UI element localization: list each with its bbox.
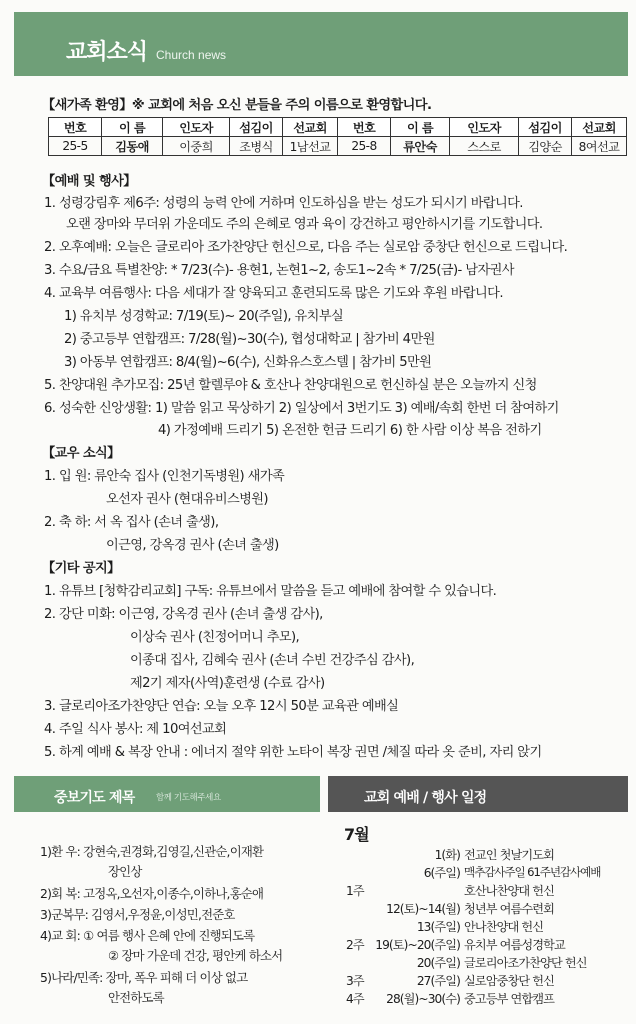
header-subtitle: Church news (156, 48, 227, 62)
schedule-event: 안나찬양대 헌신 (464, 920, 544, 934)
notices-item-5: 5. 하계 예배 & 복장 안내 : 에너지 절약 위한 노타이 복장 권면 /체질 따라 옷 준비, 자리 앉기 (44, 745, 542, 760)
schedule-header (328, 776, 628, 812)
worship-item-5: 5. 찬양대원 추가모집: 25년 할렐루야 & 호산나 찬양대원으로 헌신하실 분은 오늘까지 신청 (44, 378, 537, 393)
members-title: 【교우 소식】 (42, 446, 120, 461)
notices-item-2-b: 이상숙 권사 (친정어머니 추모), (130, 630, 300, 645)
table-row (49, 137, 627, 156)
notices-title: 【기타 공지】 (42, 561, 120, 576)
th-name: 이 름 (102, 118, 163, 137)
prayer-header (14, 776, 320, 812)
cell-guide-2: 스스로 (450, 137, 519, 156)
th-guide-2: 인도자 (450, 118, 519, 137)
schedule-event: 중고등부 연합캠프 (464, 992, 554, 1006)
th-server: 섬김이 (230, 118, 283, 137)
schedule-date: 13(주일) (416, 920, 460, 934)
prayer-item: 5)나라/민족: 장마, 폭우 피해 더 이상 없고 (40, 970, 248, 985)
schedule-title: 교회 예배 / 행사 일정 (364, 790, 487, 806)
prayer-item: 장인상 (108, 864, 142, 879)
cell-mission: 1남선교 (283, 137, 338, 156)
prayer-item: 1)환 우: 강현숙,권경화,김영길,신관순,이재환 (40, 844, 264, 859)
th-no: 번호 (49, 118, 102, 137)
worship-item-3: 3. 수요/금요 특별찬양: * 7/23(수)- 용현1, 논현1~2, 송도1~2속 * 7/25(금)- 남자권사 (44, 263, 514, 278)
notices-item-2: 2. 강단 미화: 이근영, 강옥경 권사 (손녀 출생 감사), (44, 607, 323, 622)
schedule-week: 1주 (346, 884, 364, 898)
members-item-2: 2. 축 하: 서 옥 집사 (손녀 출생), (44, 515, 219, 530)
schedule-date: 28(월)~30(수) (386, 992, 460, 1006)
prayer-item: 2)회 복: 고정옥,오선자,이종수,이하나,홍순애 (40, 886, 264, 901)
prayer-subtitle: 함께 기도해주세요 (156, 793, 221, 803)
schedule-event: 글로리아조가찬양단 헌신 (464, 956, 587, 970)
prayer-item: 3)군복무: 김영서,우정윤,이성민,전준호 (40, 907, 235, 922)
notices-item-4: 4. 주일 식사 봉사: 제 10여선교회 (44, 722, 227, 737)
notices-item-2-d: 제2기 제자(사역)훈련생 (수료 감사) (130, 676, 325, 691)
schedule-date: 20(주일) (416, 956, 460, 970)
prayer-title: 중보기도 제목 (54, 790, 135, 806)
worship-item-6-cont: 4) 가정예배 드리기 5) 온전한 헌금 드리기 6) 한 사람 이상 복음 전하기 (158, 423, 542, 438)
schedule-event: 호산나찬양대 헌신 (464, 884, 554, 898)
cell-server: 조병식 (230, 137, 283, 156)
worship-item-4-1: 1) 유치부 성경학교: 7/19(토)~ 20(주일), 유치부실 (64, 309, 344, 324)
worship-item-4: 4. 교육부 여름행사: 다음 세대가 잘 양육되고 훈련되도록 많은 기도와 후원 바랍니다. (44, 286, 503, 301)
schedule-date: 27(주일) (416, 974, 460, 988)
notices-item-1: 1. 유튜브 [청학감리교회] 구독: 유튜브에서 말씀을 듣고 예배에 참여할 수 있습니다. (44, 584, 497, 599)
notices-item-3: 3. 글로리아조가찬양단 연습: 오늘 오후 12시 50분 교육관 예배실 (44, 699, 399, 714)
worship-item-4-2: 2) 중고등부 연합캠프: 7/28(월)~30(수), 협성대학교 | 참가비 4만원 (64, 332, 435, 347)
worship-title: 【예배 및 행사】 (42, 174, 136, 189)
members-item-2-cont: 이근영, 강옥경 권사 (손녀 출생) (106, 538, 279, 553)
worship-item-1: 1. 성령강림후 제6주: 성령의 능력 안에 거하며 인도하심을 받는 성도가 되시기 바랍니다. (44, 196, 523, 211)
schedule-date: 1(화) (434, 848, 460, 862)
prayer-item: ② 장마 가운데 건강, 평안케 하소서 (108, 948, 283, 963)
cell-guide: 이중희 (163, 137, 230, 156)
schedule-date: 19(토)~20(주일) (375, 938, 460, 952)
schedule-event: 청년부 여름수련회 (464, 902, 554, 916)
schedule-week: 2주 (346, 938, 364, 952)
worship-item-2: 2. 오후예배: 오늘은 글로리아 조가찬양단 헌신으로, 다음 주는 실로암 중창단 헌신으로 드립니다. (44, 240, 568, 255)
schedule-event: 전교인 첫날기도회 (464, 848, 554, 862)
prayer-item: 안전하도록 (108, 990, 164, 1005)
cell-no: 25-5 (49, 137, 102, 156)
schedule-date: 12(토)~14(월) (386, 902, 460, 916)
members-item-1: 1. 입 원: 류안숙 집사 (인천기독병원) 새가족 (44, 469, 285, 484)
prayer-item: 4)교 회: ① 여름 행사 은혜 안에 진행되도록 (40, 928, 255, 943)
news-header (14, 12, 628, 76)
notices-item-2-c: 이종대 집사, 김혜숙 권사 (손녀 수빈 건강주심 감사), (130, 653, 415, 668)
cell-mission-2: 8여선교 (572, 137, 627, 156)
schedule-event: 유치부 여름성경학교 (464, 938, 565, 952)
cell-name-2: 류안숙 (391, 137, 450, 156)
schedule-event: 실로암중창단 헌신 (464, 974, 554, 988)
th-name-2: 이 름 (391, 118, 450, 137)
th-guide: 인도자 (163, 118, 230, 137)
worship-item-6: 6. 성숙한 신앙생활: 1) 말씀 읽고 묵상하기 2) 일상에서 3번기도 3) 예배/속회 한번 더 참여하기 (44, 401, 559, 416)
worship-item-1-cont: 오랜 장마와 무더위 가운데도 주의 은혜로 영과 육이 강건하고 평안하시기를 기도합니다. (66, 217, 543, 232)
th-no-2: 번호 (338, 118, 391, 137)
schedule-month: 7월 (344, 825, 369, 844)
newfamily-table (48, 117, 627, 156)
newfamily-title: 【새가족 환영】※ 교회에 처음 오신 분들을 주의 이름으로 환영합니다. (42, 98, 432, 113)
th-mission: 선교회 (283, 118, 338, 137)
header-title: 교회소식 (66, 40, 148, 65)
th-server-2: 섬김이 (519, 118, 572, 137)
cell-server-2: 김양순 (519, 137, 572, 156)
cell-no-2: 25-8 (338, 137, 391, 156)
th-mission-2: 선교회 (572, 118, 627, 137)
schedule-date: 6(주일) (423, 866, 460, 880)
members-item-1-cont: 오선자 권사 (현대유비스병원) (106, 492, 268, 507)
schedule-event: 맥추감사주일 61주년감사예배 (464, 865, 601, 879)
worship-item-4-3: 3) 아동부 연합캠프: 8/4(월)~6(수), 신화유스호스텔 | 참가비 5만원 (64, 355, 432, 370)
cell-name: 김동애 (102, 137, 163, 156)
schedule-week: 4주 (346, 992, 364, 1006)
schedule-week: 3주 (346, 974, 364, 988)
